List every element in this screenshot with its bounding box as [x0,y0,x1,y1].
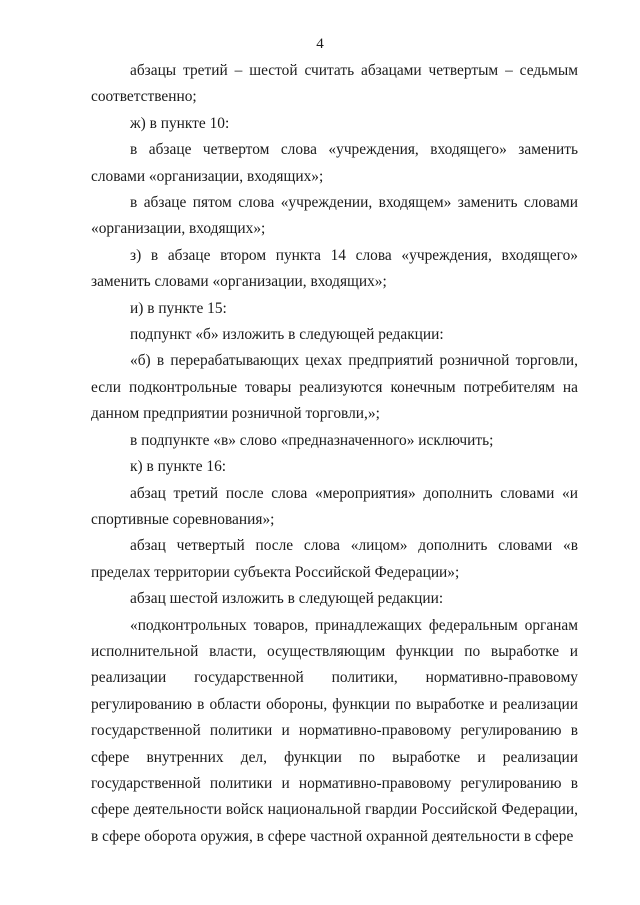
paragraph-9: в подпункте «в» слово «предназначенного» исключить; [130,431,494,449]
document-body [91,58,578,850]
paragraph-6: и) в пункте 15: [130,299,227,317]
page-number: 4 [316,36,324,52]
paragraph-7: подпункт «б» изложить в следующей редакции: [130,326,444,344]
paragraph-13: абзац шестой изложить в следующей редакции: [130,590,444,608]
paragraph-2: ж) в пункте 10: [130,114,230,132]
paragraph-12: абзац четвертый после слова «лицом» дополнить словами «в пределах территории субъекта Российской Федерации»; [91,537,578,581]
paragraph-3: в абзаце четвертом слова «учреждения, входящего» заменить словами «организации, входящих»; [91,141,578,185]
paragraph-4: в абзаце пятом слова «учреждении, входящем» заменить словами «организации, входящих»; [91,194,578,238]
paragraph-11: абзац третий после слова «мероприятия» дополнить словами «и спортивные соревнования»; [91,484,578,528]
paragraph-10: к) в пункте 16: [130,458,227,476]
paragraph-5: з) в абзаце втором пункта 14 слова «учреждения, входящего» заменить словами «организации, входящих»; [91,246,578,291]
paragraph-1: абзацы третий – шестой считать абзацами четвертым – седьмым соответственно; [91,62,578,106]
paragraph-8: «б) в перерабатывающих цехах предприятий розничной торговли, если подконтрольные товары реализуются конечным потребителям на данном предприятии розничной торговли,»; [91,352,578,423]
paragraph-14: «подконтрольных товаров, принадлежащих федеральным органам исполнительной власти, осуществляющим функции по выработке и реализации государственной политики, нормативно-правовому регулированию в области обороны, функции по выработке и реализации государственной политики и нормативно-правовому регулированию в сфере внутренних дел, функции по выработке и реализации государственной политики и нормативно-правовому регулированию в сфере деятельности войск национальной гвардии Российской Федерации, в сфере оборота оружия, в сфере частной охранной деятельности в сфере [91,616,578,845]
